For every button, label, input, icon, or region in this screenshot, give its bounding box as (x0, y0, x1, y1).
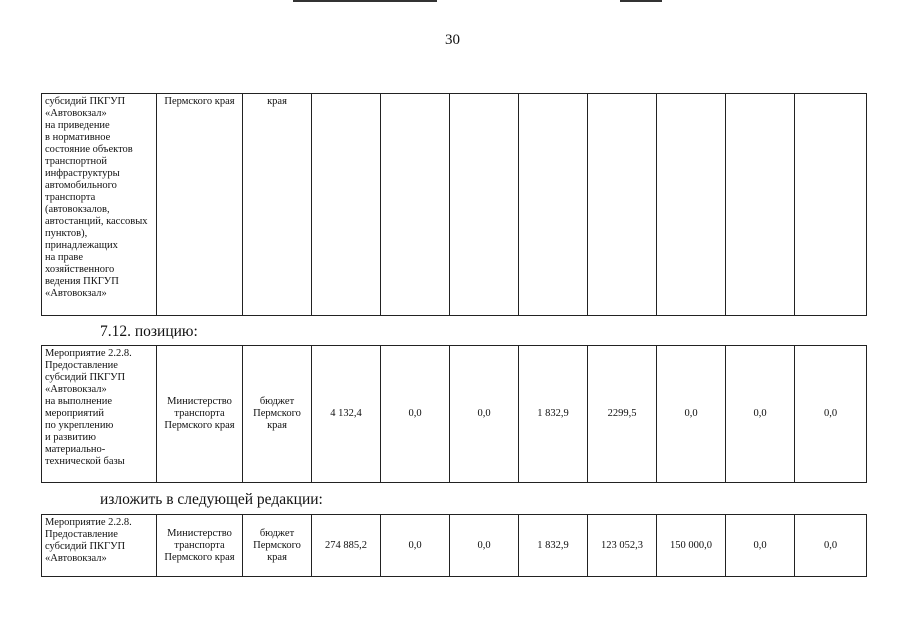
table-row (42, 94, 867, 316)
value-cell (381, 94, 450, 316)
value-cell: 274 885,2 (312, 515, 381, 577)
value-cell: 1 832,9 (519, 515, 588, 577)
row-description: Мероприятие 2.2.8. Предоставление субсидий ПКГУП «Автовокзал» (42, 515, 157, 577)
new-position-table (41, 514, 867, 577)
row-funding-source: края (243, 94, 312, 316)
page-number: 30 (445, 32, 460, 48)
value-cell (519, 94, 588, 316)
row-description: Мероприятие 2.2.8. Предоставление субсидий ПКГУП «Автовокзал» на выполнение мероприятий по укреплению и развитию материально- технической базы (42, 346, 157, 483)
value-cell: 0,0 (726, 346, 795, 483)
value-cell: 0,0 (381, 515, 450, 577)
old-position-table (41, 345, 867, 483)
value-cell: 1 832,9 (519, 346, 588, 483)
value-cell (450, 94, 519, 316)
value-cell: 0,0 (657, 346, 726, 483)
value-cell: 4 132,4 (312, 346, 381, 483)
scan-artifact-line-right (620, 0, 662, 2)
value-cell: 0,0 (795, 515, 867, 577)
table-row (42, 515, 867, 577)
row-executor: Пермского края (157, 94, 243, 316)
value-cell (588, 94, 657, 316)
caption-position: 7.12. позицию: (100, 323, 198, 340)
value-cell (312, 94, 381, 316)
value-cell: 0,0 (795, 346, 867, 483)
value-cell: 150 000,0 (657, 515, 726, 577)
caption-new-edition: изложить в следующей редакции: (100, 491, 323, 508)
row-funding-source: бюджет Пермского края (243, 515, 312, 577)
value-cell (657, 94, 726, 316)
row-funding-source: бюджет Пермского края (243, 346, 312, 483)
value-cell: 0,0 (450, 346, 519, 483)
value-cell (726, 94, 795, 316)
table-row (42, 346, 867, 483)
value-cell: 2299,5 (588, 346, 657, 483)
row-description: субсидий ПКГУП «Автовокзал» на приведение в нормативное состояние объектов транспортной инфраструктуры автомобильного транспорта (автовокзалов, автостанций, кассовых пунктов), принадлежащих на праве хозяйственного ведения ПКГУП «Автовокзал» (42, 94, 157, 316)
value-cell: 123 052,3 (588, 515, 657, 577)
scan-artifact-line-left (293, 0, 437, 2)
value-cell (795, 94, 867, 316)
row-executor: Министерство транспорта Пермского края (157, 515, 243, 577)
value-cell: 0,0 (381, 346, 450, 483)
row-executor: Министерство транспорта Пермского края (157, 346, 243, 483)
value-cell: 0,0 (450, 515, 519, 577)
value-cell: 0,0 (726, 515, 795, 577)
continued-table (41, 93, 867, 316)
